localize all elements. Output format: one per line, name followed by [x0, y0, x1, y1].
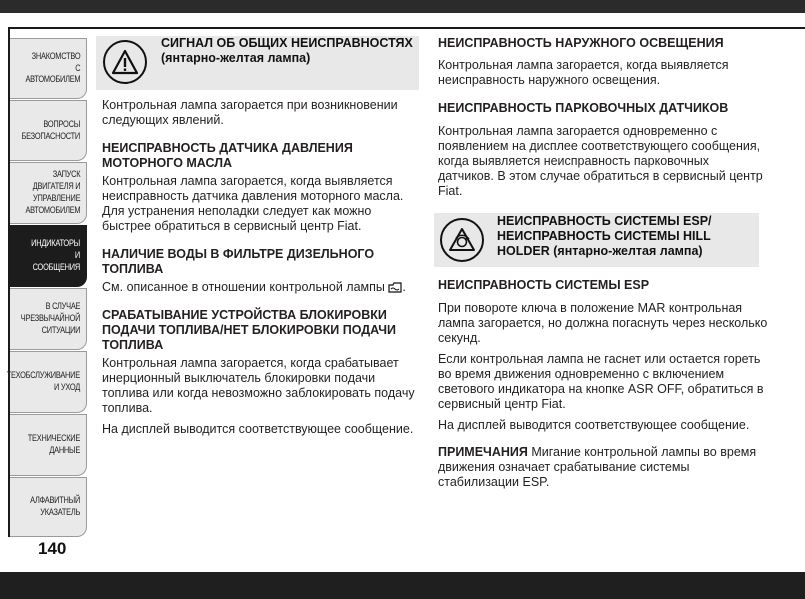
tab-label: ВОПРОСЫ БЕЗОПАСНОСТИ — [21, 118, 80, 142]
top-dark-bar — [0, 0, 805, 13]
tab-maintenance[interactable] — [6, 351, 87, 413]
esp-signal-subtitle: (янтарно-желтая лампа) — [553, 244, 703, 258]
esp-text-asr: Если контрольная лампа не гаснет или остается гореть во время движения одновременно с включением светового индикатора на кнопке ASR OFF, обратиться в сервисный центр Fiat. — [438, 352, 764, 411]
right-column-top — [438, 36, 768, 205]
tab-emergency[interactable] — [10, 288, 87, 350]
fuel-cutoff-text: Контрольная лампа загорается, когда срабатывает инерционный выключатель блокировки подачи топлива или когда невозможно заблокировать подачу топлива. — [102, 356, 415, 415]
water-filter-heading: НАЛИЧИЕ ВОДЫ В ФИЛЬТРЕ ДИЗЕЛЬНОГО ТОПЛИВА — [102, 247, 375, 276]
esp-heading: НЕИСПРАВНОСТЬ СИСТЕМЫ ESP — [438, 278, 650, 292]
tab-label: ЗАПУСК ДВИГАТЕЛЯ И УПРАВЛЕНИЕ АВТОМОБИЛЕМ — [25, 169, 80, 216]
left-column — [102, 98, 420, 443]
esp-text-display: На дисплей выводится соответствующее сообщение. — [438, 418, 750, 432]
esp-signal-title: НЕИСПРАВНОСТЬ СИСТЕМЫ ESP/НЕИСПРАВНОСТЬ СИСТЕМЫ HILL HOLDER — [497, 214, 712, 258]
tab-label: ТЕХОБСЛУЖИВАНИЕ И УХОД — [6, 370, 80, 393]
tab-label: В СЛУЧАЕ ЧРЕЗВЫЧАЙНОЙ СИТУАЦИИ — [20, 301, 80, 336]
exterior-lights-heading: НЕИСПРАВНОСТЬ НАРУЖНОГО ОСВЕЩЕНИЯ — [438, 36, 724, 50]
general-signal-subtitle: (янтарно-желтая лампа) — [161, 51, 311, 65]
tab-technical-data[interactable] — [10, 414, 87, 476]
oil-sensor-heading: НЕИСПРАВНОСТЬ ДАТЧИКА ДАВЛЕНИЯ МОТОРНОГО МАСЛА — [102, 141, 353, 170]
tab-engine-start[interactable] — [10, 162, 87, 224]
general-signal-title: СИГНАЛ ОБ ОБЩИХ НЕИСПРАВНОСТЯХ — [161, 36, 413, 50]
top-rule — [8, 27, 805, 29]
general-signal-text: Контрольная лампа загорается при возникновении следующих явлений. — [102, 98, 398, 127]
tab-label: ЗНАКОМСТВО С АВТОМОБИЛЕМ — [25, 50, 80, 86]
oil-sensor-text: Контрольная лампа загорается, когда выявляется неисправность датчика давления моторного масла. Для устранения неполадки следует как можно быстрее обратиться в сервисный центр Fiat. — [102, 174, 404, 233]
tab-index[interactable] — [10, 477, 87, 537]
general-signal-heading — [161, 36, 416, 66]
tab-indicators[interactable] — [10, 225, 87, 287]
fuel-cutoff-heading: СРАБАТЫВАНИЕ УСТРОЙСТВА БЛОКИРОВКИ ПОДАЧИ ТОПЛИВА/НЕТ БЛОКИРОВКИ ПОДАЧИ ТОПЛИВА — [102, 308, 397, 352]
esp-note-text: Мигание контрольной лампы во время движения означает срабатывание системы стабилизации ESP. — [438, 445, 757, 489]
bottom-dark-bar — [0, 572, 805, 599]
parking-sensors-text: Контрольная лампа загорается одновременно с появлением на дисплее соответствующего сообщения, когда выявляется неисправность парковочных датчиков. В этом случае обратиться в сервисный центр Fiat. — [438, 124, 763, 198]
esp-text-key: При повороте ключа в положение MAR контрольная лампа загорается, но должна погаснуть через несколько секунд. — [438, 301, 768, 345]
period: . — [402, 280, 406, 294]
exterior-lights-text: Контрольная лампа загорается, когда выявляется неисправность наружного освещения. — [438, 58, 729, 87]
esp-note-label: ПРИМЕЧАНИЯ — [438, 445, 528, 459]
tab-label: АЛФАВИТНЫЙ УКАЗАТЕЛЬ — [30, 495, 80, 518]
water-filter-text: См. описанное в отношении контрольной лампы — [102, 280, 385, 294]
parking-sensors-heading: НЕИСПРАВНОСТЬ ПАРКОВОЧНЫХ ДАТЧИКОВ — [438, 101, 729, 115]
esp-skid-icon — [440, 218, 484, 262]
tab-vehicle-intro[interactable] — [10, 38, 87, 99]
fuel-filter-icon — [388, 282, 402, 293]
esp-note — [438, 445, 768, 490]
esp-signal-heading — [497, 214, 757, 259]
water-filter-paragraph — [102, 280, 420, 295]
tab-label: ТЕХНИЧЕСКИЕ ДАННЫЕ — [27, 433, 80, 456]
warning-triangle-icon — [103, 40, 147, 84]
fuel-cutoff-display-text: На дисплей выводится соответствующее сообщение. — [102, 422, 414, 436]
right-column-bottom — [438, 278, 768, 496]
tab-safety[interactable] — [10, 100, 87, 161]
page-number: 140 — [38, 539, 67, 558]
tab-label: ИНДИКАТОРЫ И СООБЩЕНИЯ — [31, 238, 80, 273]
